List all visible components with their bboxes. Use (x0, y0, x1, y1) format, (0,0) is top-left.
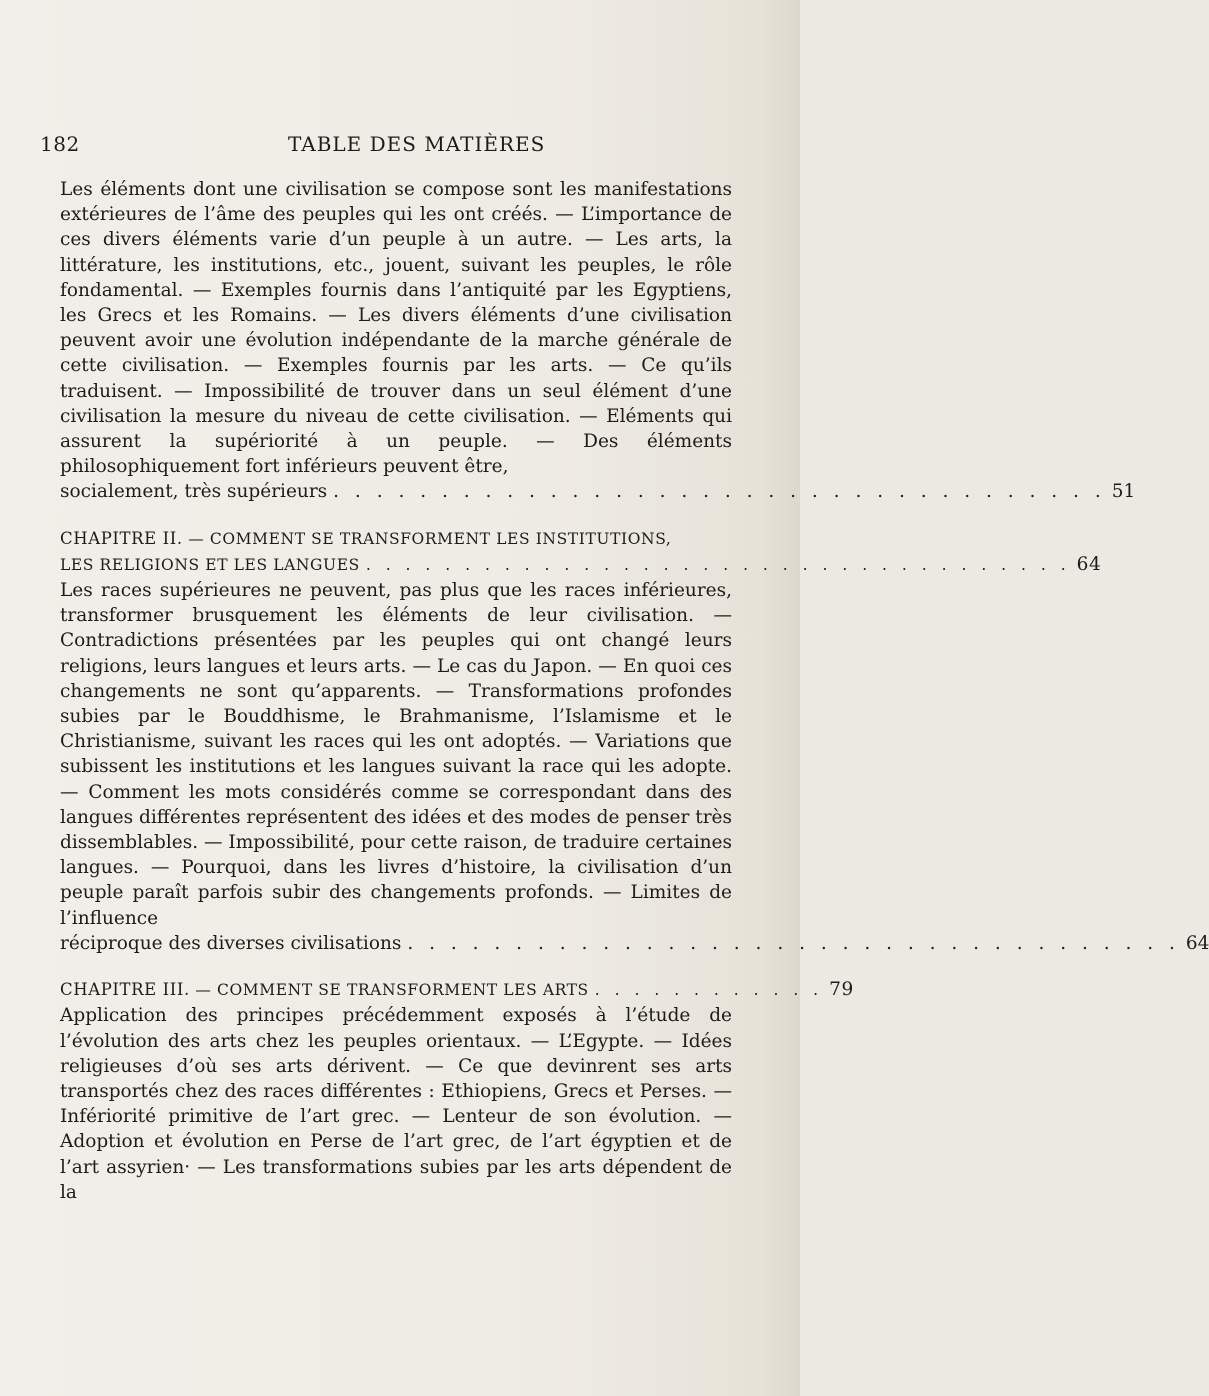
leader-dots: . . . . . . . . . . . . . . . . . . . . . . . . . . . . . . . . . . . . (365, 555, 1071, 574)
chapter-summary (60, 578, 732, 931)
chapter-label: CHAPITRE III. (60, 980, 190, 1000)
running-title: TABLE DES MATIÈRES (288, 132, 546, 156)
chapter-title: — COMMENT SE TRANSFORMENT LES INSTITUTIONS, (188, 529, 672, 548)
toc-page-number: 64 (1185, 932, 1209, 954)
chapter-title-line (60, 526, 732, 552)
chapter-summary-text: Les races supérieures ne peuvent, pas plus que les races inférieures, transformer brusquement les éléments de leur civilisation. — Contradictions présentées par les peuples qui ont changé leurs religions, leurs langues et leurs arts. — Le cas du Japon. — En quoi ces changements ne sont qu’apparents. — Transformations profondes subies par le Bouddhisme, le Brahmanisme, l’Islamisme et le Christianisme, suivant les races qui les ont adoptés. — Variations que subissent les institutions et les langues suivant la race qui les adopte. — Comment les mots considérés comme se correspondant dans des langues différentes représentent des idées et des modes de penser très dissemblables. — Impossibilité, pour cette raison, de traduire certaines langues. — Pourquoi, dans les livres d’histoire, la civilisation d’un peuple paraît parfois subir des changements profonds. — Limites de l’influence (60, 580, 732, 929)
toc-entry (60, 552, 1102, 578)
section-summary-text: Les éléments dont une civilisation se compose sont les manifestations extérieures de l’âme des peuples qui les ont créés. — L’importance de ces divers éléments varie d’un peuple à un autre. — Les arts, la littérature, les institutions, etc., jouent, suivant les peuples, le rôle fondamental. — Exemples fournis dans l’antiquité par les Egyptiens, les Grecs et les Romains. — Les divers éléments d’une civilisation peuvent avoir une évolution indépendante de la marche générale de cette civilisation. — Exemples fournis par les arts. — Ce qu’ils traduisent. — Impossibilité de trouver dans un seul élément d’une civilisation la mesure du niveau de cette civilisation. — Eléments qui assurent la supériorité à un peuple. — Des éléments philosophiquement fort inférieurs peuvent être, (60, 179, 732, 478)
page-number: 182 (40, 132, 80, 156)
leader-dots: . . . . . . . . . . . . (594, 981, 824, 1000)
chapter-heading (60, 977, 854, 1003)
toc-page-number: 79 (829, 979, 854, 1001)
toc-entry (60, 931, 1209, 956)
toc-page-number: 64 (1076, 553, 1102, 575)
chapter-heading (60, 526, 1102, 578)
chapter-summary (60, 1003, 732, 1205)
toc-entry (60, 977, 854, 1003)
toc-page-number: 51 (1111, 481, 1136, 503)
chapter-label: CHAPITRE II. (60, 528, 183, 548)
toc-entry-text: réciproque des diverses civilisations (60, 932, 402, 954)
leader-dots: . . . . . . . . . . . . . . . . . . . . . . . . . . . . . . . . . . . . (407, 932, 1180, 954)
leader-dots: . . . . . . . . . . . . . . . . . . . . . . . . . . . . . . . . . . . . (333, 481, 1106, 503)
section-summary (60, 177, 732, 479)
page-header (40, 132, 740, 162)
chapter-title-line (60, 977, 589, 1003)
toc-entry-text: socialement, très supérieurs (60, 481, 328, 503)
chapter-summary-text: Application des principes précédemment exposés à l’étude de l’évolution des arts chez les peuples orientaux. — L’Egypte. — Idées religieuses d’où ses arts dérivent. — Ce que devinrent ses arts transportés chez des races différentes : Ethiopiens, Grecs et Perses. — Infériorité primitive de l’art grec. — Lenteur de son évolution. — Adoption et évolution en Perse de l’art grec, de l’art égyptien et de l’art assyrien· — Les transformations subies par les arts dépendent de la (60, 1005, 732, 1203)
chapter-title: — COMMENT SE TRANSFORMENT LES ARTS (195, 981, 589, 1000)
chapter-title-cont: LES RELIGIONS ET LES LANGUES (60, 555, 360, 574)
toc-content (60, 177, 1209, 1205)
toc-entry (60, 479, 1136, 504)
